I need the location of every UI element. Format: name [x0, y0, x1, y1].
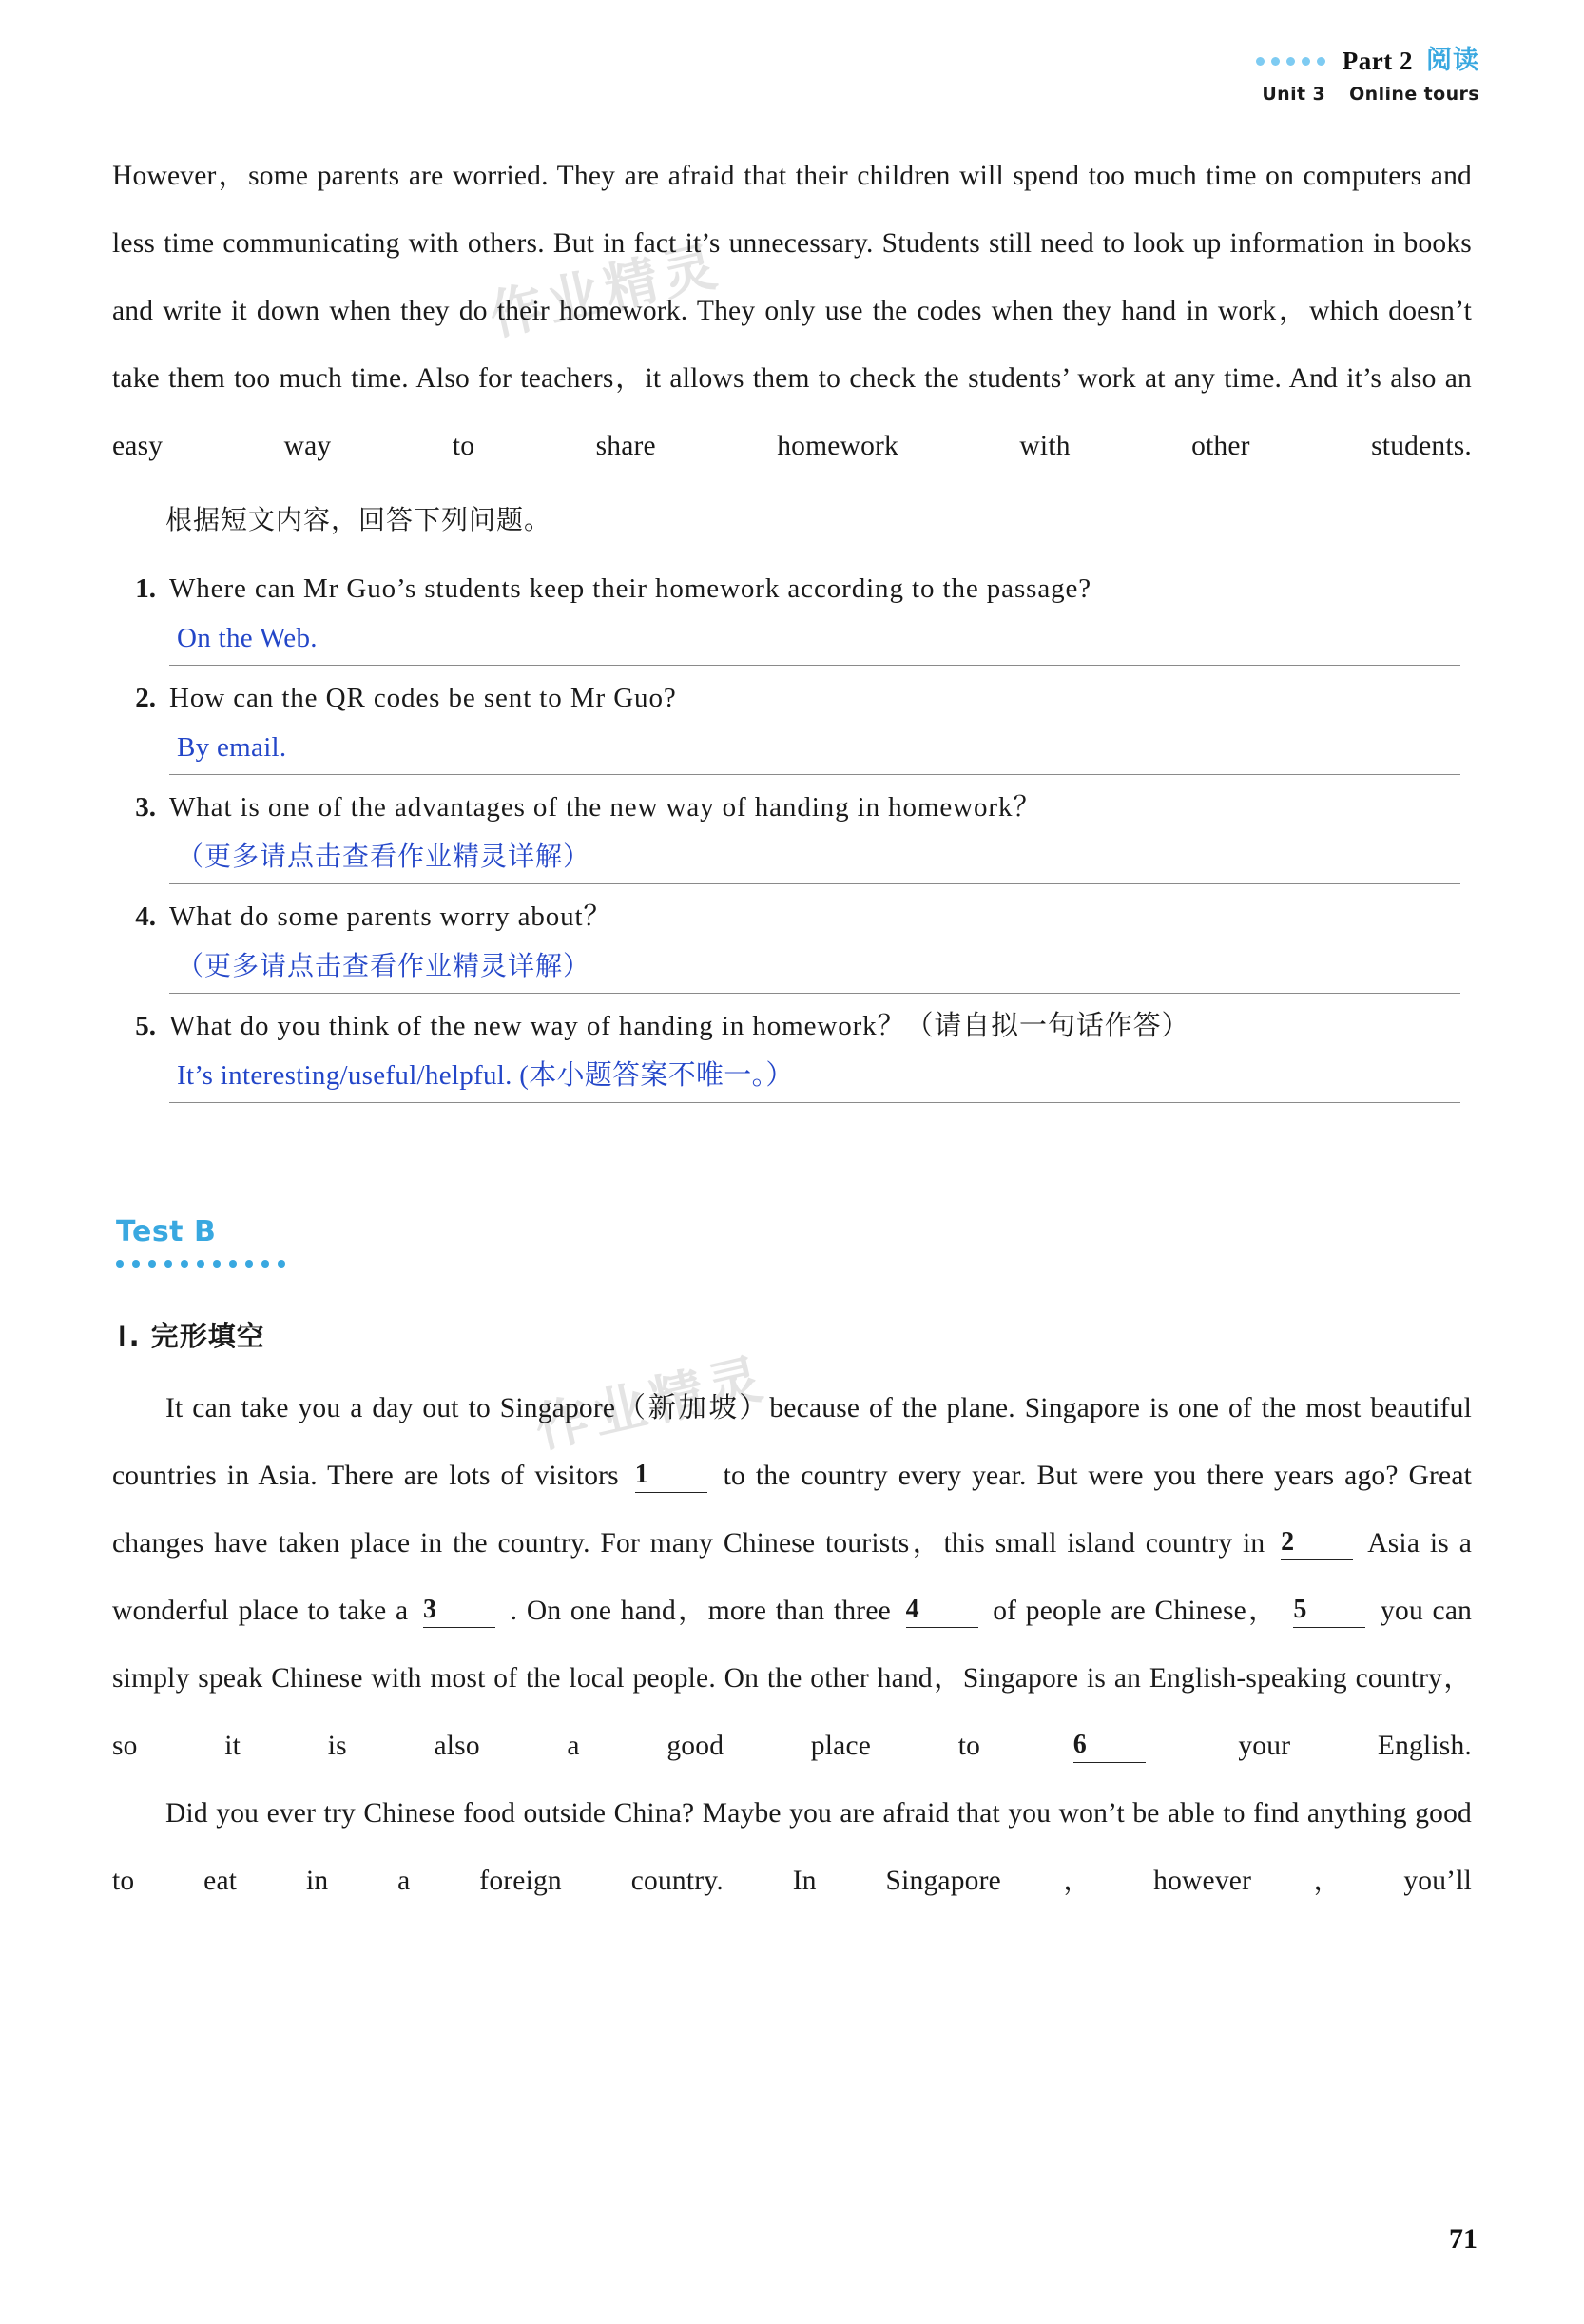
question-item — [112, 562, 1472, 666]
passage-instruction: 根据短文内容，回答下列问题。 — [165, 504, 552, 535]
answer-blank[interactable] — [169, 943, 1460, 994]
answer-text: （更多请点击查看作业精灵详解） — [177, 950, 591, 981]
answer-blank[interactable] — [169, 615, 1460, 666]
header-top-row — [1256, 46, 1479, 76]
question-item — [112, 781, 1472, 884]
passage-paragraph: However，some parents are worried. They are afraid that their children will spend too much time on computers and less time communicating with others. But in fact it’s unnecessary. Students still need to look up information in books and write it down when they do their homework. They only use the codes when they hand in work，which doesn’t take them too much time. Also for teachers，it allows them to check the students’ work at any time. And it’s also an easy way to share homework with other students. — [112, 161, 1472, 461]
section-heading — [118, 1315, 1472, 1354]
unit-number: Unit 3 — [1262, 84, 1326, 106]
unit-title: Online tours — [1349, 84, 1479, 106]
question-number: 5. — [135, 1011, 156, 1041]
page-header — [1256, 46, 1479, 106]
cloze-text-segment: your English. — [1238, 1731, 1473, 1761]
question-line — [112, 890, 1472, 943]
test-b-section — [112, 1215, 1472, 1915]
answer-blank[interactable] — [169, 834, 1460, 884]
answer-text: By email. — [177, 732, 287, 763]
cloze-passage — [112, 1375, 1472, 1915]
cloze-blank-6[interactable]: 6 — [1073, 1728, 1146, 1763]
question-number: 4. — [135, 901, 156, 932]
test-b-title: Test B — [116, 1215, 217, 1249]
cloze-blank-2[interactable]: 2 — [1281, 1525, 1353, 1560]
question-line — [112, 562, 1472, 615]
question-text: Where can Mr Guo’s students keep their homework according to the passage? — [169, 573, 1092, 604]
watermark: 作业精灵 — [529, 1346, 774, 1461]
question-line — [112, 999, 1472, 1053]
cloze-blank-5[interactable]: 5 — [1293, 1593, 1365, 1628]
watermark: 作业精灵 — [483, 234, 728, 348]
cloze-text-segment: Did you ever try Chinese food outside China? Maybe you are afraid that you won’t be able to find anything good to eat in a foreign country. In Singapore，however，you’ll — [112, 1798, 1472, 1896]
page-number: 71 — [1449, 2223, 1478, 2255]
cloze-blank-1[interactable]: 1 — [635, 1458, 707, 1493]
decorative-dots-icon — [1256, 57, 1325, 66]
answer-text: On the Web. — [177, 623, 318, 653]
question-text: What is one of the advantages of the new way of handing in homework？ — [169, 792, 1042, 823]
part-label-cn: 阅读 — [1426, 46, 1479, 75]
question-number: 2. — [135, 683, 156, 713]
question-text: How can the QR codes be sent to Mr Guo? — [169, 683, 677, 713]
answer-text: It’s interesting/useful/helpful. (本小题答案不唯一。） — [177, 1060, 794, 1091]
answer-blank[interactable] — [169, 725, 1460, 775]
question-number: 1. — [135, 573, 156, 604]
cloze-text-segment: . On one hand，more than three — [510, 1596, 891, 1626]
cloze-text-segment: Asia is a wonderful place to take a — [112, 1528, 1472, 1626]
page-content — [112, 143, 1472, 1915]
question-text: What do some parents worry about？ — [169, 901, 612, 932]
section-roman-numeral: Ⅰ — [118, 1322, 127, 1352]
cloze-paragraph — [112, 1375, 1472, 1780]
question-text: What do you think of the new way of handing in homework？（请自拟一句话作答） — [169, 1011, 1190, 1041]
answer-text: （更多请点击查看作业精灵详解） — [177, 841, 591, 872]
cloze-blank-4[interactable]: 4 — [906, 1593, 978, 1628]
decorative-dots-icon — [116, 1260, 1472, 1268]
section-separator: . — [128, 1320, 141, 1352]
cloze-text-segment: of people are Chinese， — [993, 1596, 1279, 1626]
cloze-blank-3[interactable]: 3 — [423, 1593, 495, 1628]
part-label: Part 2 — [1342, 47, 1413, 75]
answer-blank[interactable] — [169, 1053, 1460, 1103]
question-item — [112, 890, 1472, 994]
question-item — [112, 999, 1472, 1103]
section-title: 完形填空 — [150, 1320, 265, 1352]
cloze-text-segment: you can simply speak Chinese with most of the local people. On the other hand，Singapore is an English-speaking country，so it is also a good place to — [112, 1596, 1473, 1761]
cloze-text-segment: It can take you a day out to Singapore（新加坡）because of the plane. Singapore is one of the most beautiful countries in Asia. There are lots of visitors — [112, 1393, 1472, 1491]
cloze-text-segment: to the country every year. But were you there years ago? Great changes have taken place in the country. For many Chinese tourists，this small island country in — [112, 1461, 1473, 1559]
question-line — [112, 671, 1472, 725]
question-item — [112, 671, 1472, 775]
question-number: 3. — [135, 792, 156, 823]
header-unit-row — [1256, 84, 1479, 106]
cloze-paragraph — [112, 1780, 1472, 1915]
question-line — [112, 781, 1472, 834]
question-list — [112, 562, 1472, 1103]
